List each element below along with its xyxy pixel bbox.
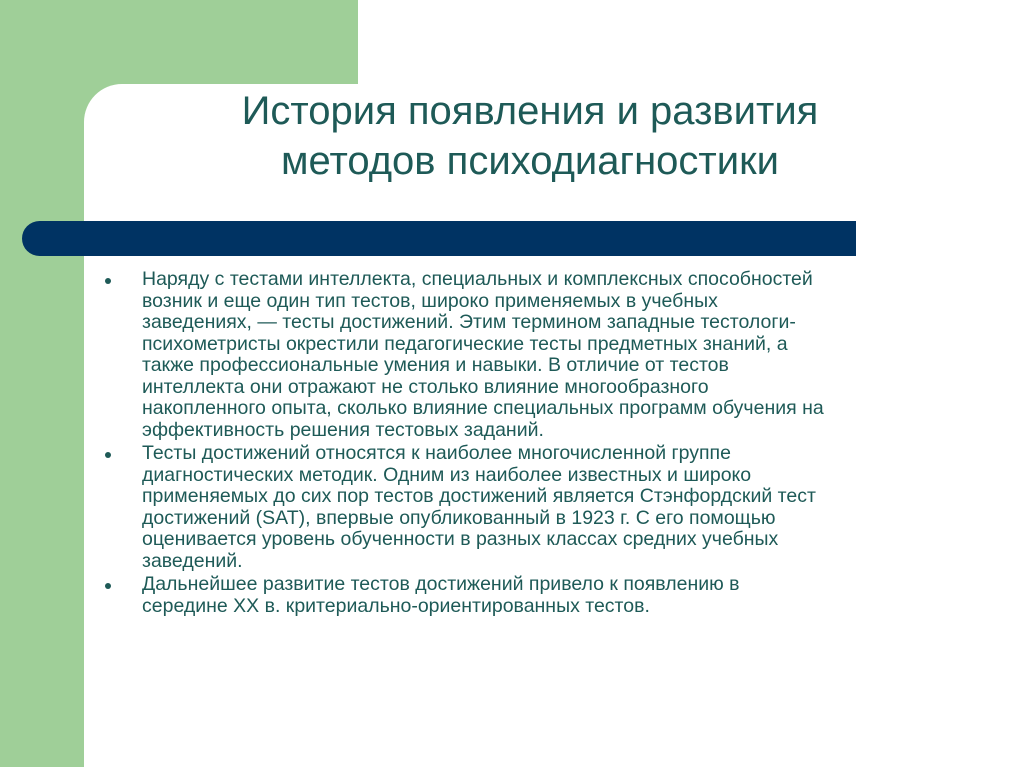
bullet-line: достижений (SAT), впервые опубликованный в 1923 г. С его помощью xyxy=(142,506,776,529)
bullet-line: возник и еще один тип тестов, широко применяемых в учебных xyxy=(142,289,718,312)
bullet-line: заведений. xyxy=(142,549,243,572)
bullet-line: также профессиональные умения и навыки. В отличие от тестов xyxy=(142,354,729,376)
bullet-line: психометристы окрестили педагогические тесты предметных знаний, а xyxy=(142,332,788,355)
bullet-item-1 xyxy=(96,269,956,441)
bullet-line: диагностических методик. Одним из наиболее известных и широко xyxy=(142,463,752,486)
bullet-item-2 xyxy=(96,443,956,572)
bullet-line: оценивается уровень обученности в разных классах средних учебных xyxy=(142,528,779,550)
title-line-1: История появления и развития xyxy=(241,89,819,133)
bullet-list xyxy=(96,269,956,619)
bullet-dot-icon xyxy=(105,583,111,589)
bullet-dot-icon xyxy=(105,452,111,458)
bullet-line: эффективность решения тестовых заданий. xyxy=(142,418,544,441)
slide-title xyxy=(150,86,910,186)
bullet-line: середине XX в. критериально-ориентированных тестов. xyxy=(142,594,650,617)
bullet-item-3 xyxy=(96,574,956,617)
title-divider-bar xyxy=(22,221,856,256)
bullet-line: заведениях, — тесты достижений. Этим термином западные тестологи- xyxy=(142,311,796,333)
bullet-line: накопленного опыта, сколько влияние специальных программ обучения на xyxy=(142,397,824,419)
title-line-2: методов психодиагностики xyxy=(281,139,779,183)
bullet-line: Тесты достижений относятся к наиболее многочисленной группе xyxy=(142,442,731,464)
bullet-dot-icon xyxy=(105,278,111,284)
bullet-line: интеллекта они отражают не столько влияние многообразного xyxy=(142,375,709,398)
bullet-line: Наряду с тестами интеллекта, специальных и комплексных способностей xyxy=(142,268,813,290)
bullet-line: применяемых до сих пор тестов достижений является Стэнфордский тест xyxy=(142,485,816,507)
bullet-line: Дальнейшее развитие тестов достижений привело к появлению в xyxy=(142,573,740,595)
